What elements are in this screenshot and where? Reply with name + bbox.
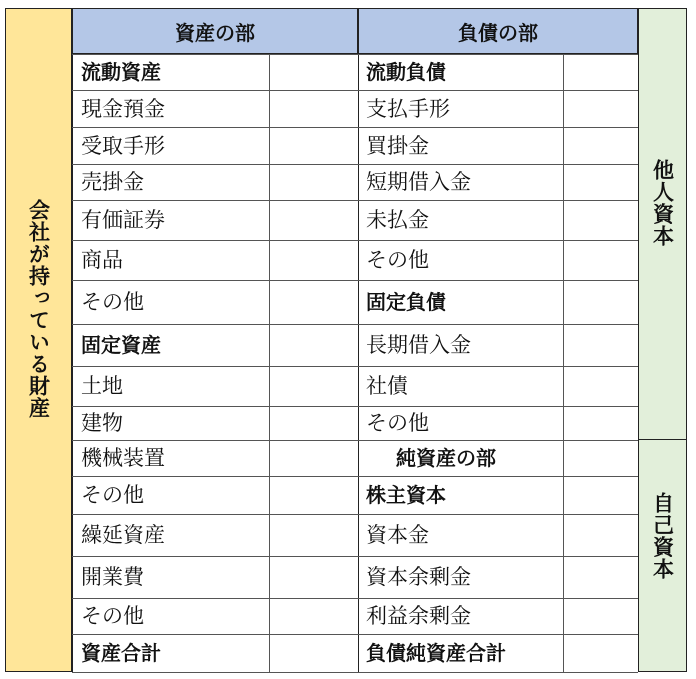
liabilities-row-label: 長期借入金 [366, 333, 471, 357]
liabilities-row-label: 未払金 [366, 208, 429, 232]
assets-row-label: 売掛金 [81, 170, 144, 194]
grid-vline [269, 54, 270, 672]
grid-vline [638, 54, 639, 672]
grid-hline [72, 324, 638, 325]
liabilities-row-label: 固定負債 [366, 290, 446, 314]
assets-row-label: 機械装置 [81, 446, 165, 470]
assets-side-label: 会社が持っている財産 [26, 199, 51, 419]
grid-hline [72, 634, 638, 635]
assets-row-label: 有価証券 [81, 208, 165, 232]
liabilities-row-label: 株主資本 [366, 483, 446, 507]
grid-hline [72, 476, 638, 477]
grid-hline [72, 556, 638, 557]
assets-row-label: 繰延資産 [81, 523, 165, 547]
grid-vline [358, 54, 359, 672]
liabilities-row-label: 純資産の部 [396, 446, 496, 470]
liabilities-row-label: 短期借入金 [366, 170, 471, 194]
grid-vline [72, 54, 73, 672]
assets-row-label: 現金預金 [81, 96, 165, 121]
grid-hline [72, 164, 638, 165]
liabilities-row-label: 支払手形 [366, 96, 450, 121]
borrowed-capital-label: 他人資本 [650, 159, 675, 247]
grid-hline [72, 200, 638, 201]
liabilities-row-label: その他 [366, 411, 429, 435]
grid-hline [72, 406, 638, 407]
liabilities-row-label: 資本余剰金 [366, 565, 471, 589]
assets-row-label: 商品 [81, 248, 123, 272]
liabilities-section-header: 負債の部 [358, 8, 638, 54]
grid-vline [563, 54, 564, 672]
assets-row-label: その他 [81, 290, 144, 314]
assets-row-label: 開業費 [81, 565, 144, 589]
borrowed-capital-cell [638, 8, 687, 440]
assets-row-label: 土地 [81, 374, 123, 398]
owned-capital-label: 自己資本 [650, 492, 675, 580]
grid-hline [72, 672, 638, 673]
grid-hline [72, 366, 638, 367]
owned-capital-cell [638, 440, 687, 672]
grid-hline [72, 440, 638, 441]
grid-hline [72, 514, 638, 515]
assets-row-label: 流動資産 [81, 60, 161, 84]
liabilities-row-label: 社債 [366, 374, 408, 398]
liabilities-row-label: 資本金 [366, 523, 429, 547]
assets-section-header: 資産の部 [72, 8, 358, 54]
assets-row-label: 固定資産 [81, 333, 161, 357]
liabilities-row-label: その他 [366, 248, 429, 272]
grid-hline [72, 240, 638, 241]
assets-row-label: その他 [81, 604, 144, 628]
grid-hline [72, 598, 638, 599]
liabilities-row-label: 買掛金 [366, 133, 429, 158]
grid-hline [72, 280, 638, 281]
grid-hline [72, 90, 638, 91]
assets-side-label-cell [5, 8, 72, 672]
assets-row-label: 建物 [81, 411, 123, 435]
assets-row-label: 資産合計 [81, 641, 161, 665]
assets-row-label: その他 [81, 483, 144, 507]
liabilities-row-label: 流動負債 [366, 60, 446, 84]
liabilities-row-label: 負債純資産合計 [366, 641, 506, 665]
grid-hline [72, 54, 638, 55]
liabilities-row-label: 利益余剰金 [366, 604, 471, 628]
assets-row-label: 受取手形 [81, 133, 165, 158]
balance-sheet-table [5, 8, 687, 672]
grid-hline [72, 127, 638, 128]
